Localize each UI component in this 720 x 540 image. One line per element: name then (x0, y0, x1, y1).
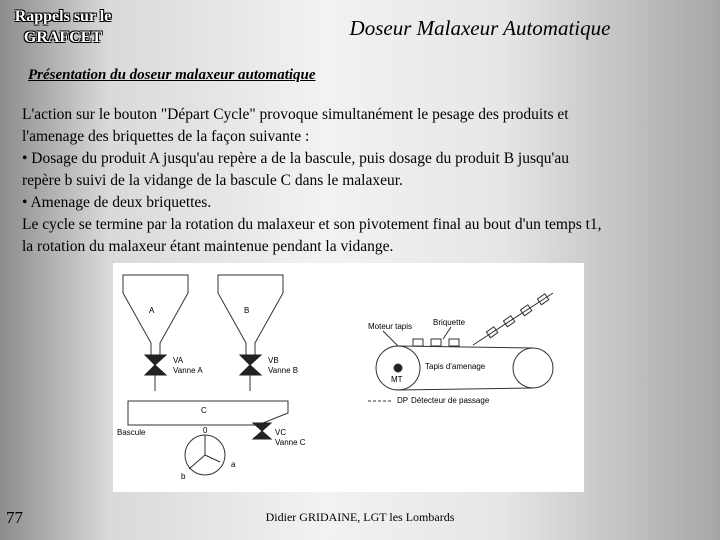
section-title: Présentation du doseur malaxeur automatique (28, 67, 316, 83)
conveyor-belt-bottom (398, 388, 533, 390)
valve-c-icon (253, 423, 271, 439)
scale-mark-zero: 0 (203, 426, 208, 435)
chapter-title-line1: Rappels sur le (14, 8, 112, 25)
description-line: la rotation du malaxeur étant maintenue pendant la vidange. (22, 238, 394, 255)
briquette-label: Briquette (433, 318, 466, 327)
hopper-b-shape (218, 275, 283, 355)
slide-title: Doseur Malaxeur Automatique (349, 16, 611, 40)
page-number: 77 (6, 508, 23, 527)
chapter-title-line2: GRAFCET (23, 29, 103, 46)
scale-mark-b: b (181, 472, 186, 481)
valve-c-name: Vanne C (275, 438, 306, 447)
description-line: repère b suivi de la vidange de la bascule C dans le malaxeur. (22, 172, 403, 189)
valve-c-code: VC (275, 428, 287, 437)
valve-a-icon (145, 355, 166, 375)
valve-b-icon (240, 355, 261, 375)
scale-mark-a: a (231, 460, 236, 469)
conveyor-label: Tapis d'amenage (425, 362, 486, 371)
detector-label: Détecteur de passage (411, 396, 490, 405)
detector-code: DP (397, 396, 409, 405)
motor-code: MT (391, 375, 403, 384)
scale-label: C (201, 406, 207, 415)
chapter-title (4, 6, 122, 48)
hopper-b-label: B (244, 306, 250, 315)
description-line: • Amenage de deux briquettes. (22, 194, 212, 211)
hopper-a-shape (123, 275, 188, 355)
valve-b-name: Vanne B (268, 366, 299, 375)
return-pulley (513, 348, 553, 388)
description-line: l'amenage des briquettes de la façon suivante : (22, 128, 310, 145)
mixer-diagram (113, 263, 584, 492)
description-line: Le cycle se termine par la rotation du malaxeur et son pivotement final au bout d'un temps t1, (22, 216, 602, 233)
description-text (22, 104, 702, 258)
hopper-a-label: A (149, 306, 155, 315)
description-line: L'action sur le bouton "Départ Cycle" provoque simultanément le pesage des produits et (22, 106, 569, 123)
footer-author: Didier GRIDAINE, LGT les Lombards (265, 510, 455, 524)
valve-a-name: Vanne A (173, 366, 203, 375)
valve-a-code: VA (173, 356, 184, 365)
valve-b-code: VB (268, 356, 279, 365)
bascule-label: Bascule (117, 428, 146, 437)
scale-container (128, 401, 288, 425)
mixer-diagram-drawing (113, 263, 584, 492)
description-line: • Dosage du produit A jusqu'au repère a de la bascule, puis dosage du produit B jusqu'au (22, 150, 569, 167)
motor-label: Moteur tapis (368, 322, 413, 331)
